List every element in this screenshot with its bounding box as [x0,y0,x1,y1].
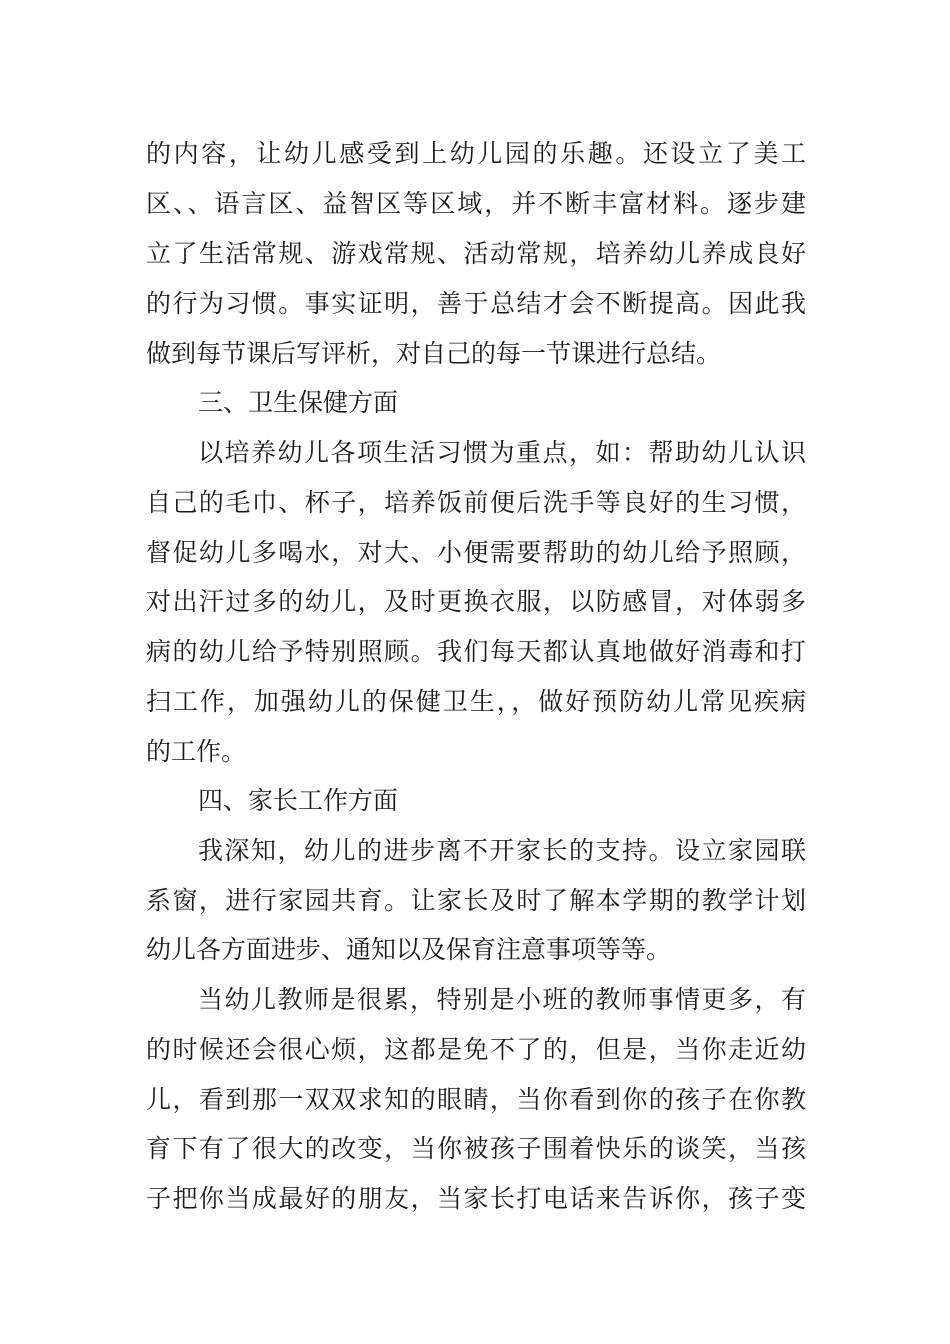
section-heading: 三、卫生保健方面 [198,388,399,417]
paragraph-line: 的行为习惯。事实证明，善于总结才会不断提高。因此我 [146,289,806,318]
paragraph-line: 以培养幼儿各项生活习惯为重点，如：帮助幼儿认识 [198,438,806,467]
paragraph-line: 育下有了很大的改变，当你被孩子围着快乐的谈笑，当孩 [146,1134,806,1163]
paragraph-line: 的时候还会很心烦，这都是免不了的，但是，当你走近幼 [146,1035,806,1064]
section-heading: 四、家长工作方面 [198,786,399,815]
paragraph-line: 幼儿各方面进步、通知以及保育注意事项等等。 [146,935,672,964]
paragraph-line: 区、、语言区、益智区等区域，并不断丰富材料。逐步建 [146,189,806,218]
paragraph-line: 病的幼儿给予特别照顾。我们每天都认真地做好消毒和打 [146,637,806,666]
paragraph-line: 督促幼儿多喝水，对大、小便需要帮助的幼儿给予照顾， [146,538,806,567]
paragraph-line: 扫工作，加强幼儿的保健卫生，，做好预防幼儿常见疾病 [146,687,806,716]
paragraph-line: 系窗，进行家园共育。让家长及时了解本学期的教学计划 [146,886,806,915]
paragraph-line: 的内容，让幼儿感受到上幼儿园的乐趣。还设立了美工 [146,139,806,168]
paragraph-line: 子把你当成最好的朋友，当家长打电话来告诉你，孩子变 [146,1184,806,1213]
paragraph-line: 当幼儿教师是很累，特别是小班的教师事情更多，有 [198,985,806,1014]
paragraph-line: 的工作。 [146,737,247,766]
paragraph-line: 儿，看到那一双双求知的眼睛，当你看到你的孩子在你教 [146,1085,806,1114]
paragraph-line: 立了生活常规、游戏常规、活动常规，培养幼儿养成良好 [146,239,806,268]
paragraph-line: 自己的毛巾、杯子，培养饭前便后洗手等良好的生习惯， [146,488,806,517]
paragraph-line: 对出汗过多的幼儿，及时更换衣服，以防感冒，对体弱多 [146,587,806,616]
paragraph-line: 做到每节课后写评析，对自己的每一节课进行总结。 [146,339,722,368]
paragraph-line: 我深知，幼儿的进步离不开家长的支持。设立家园联 [198,836,806,865]
